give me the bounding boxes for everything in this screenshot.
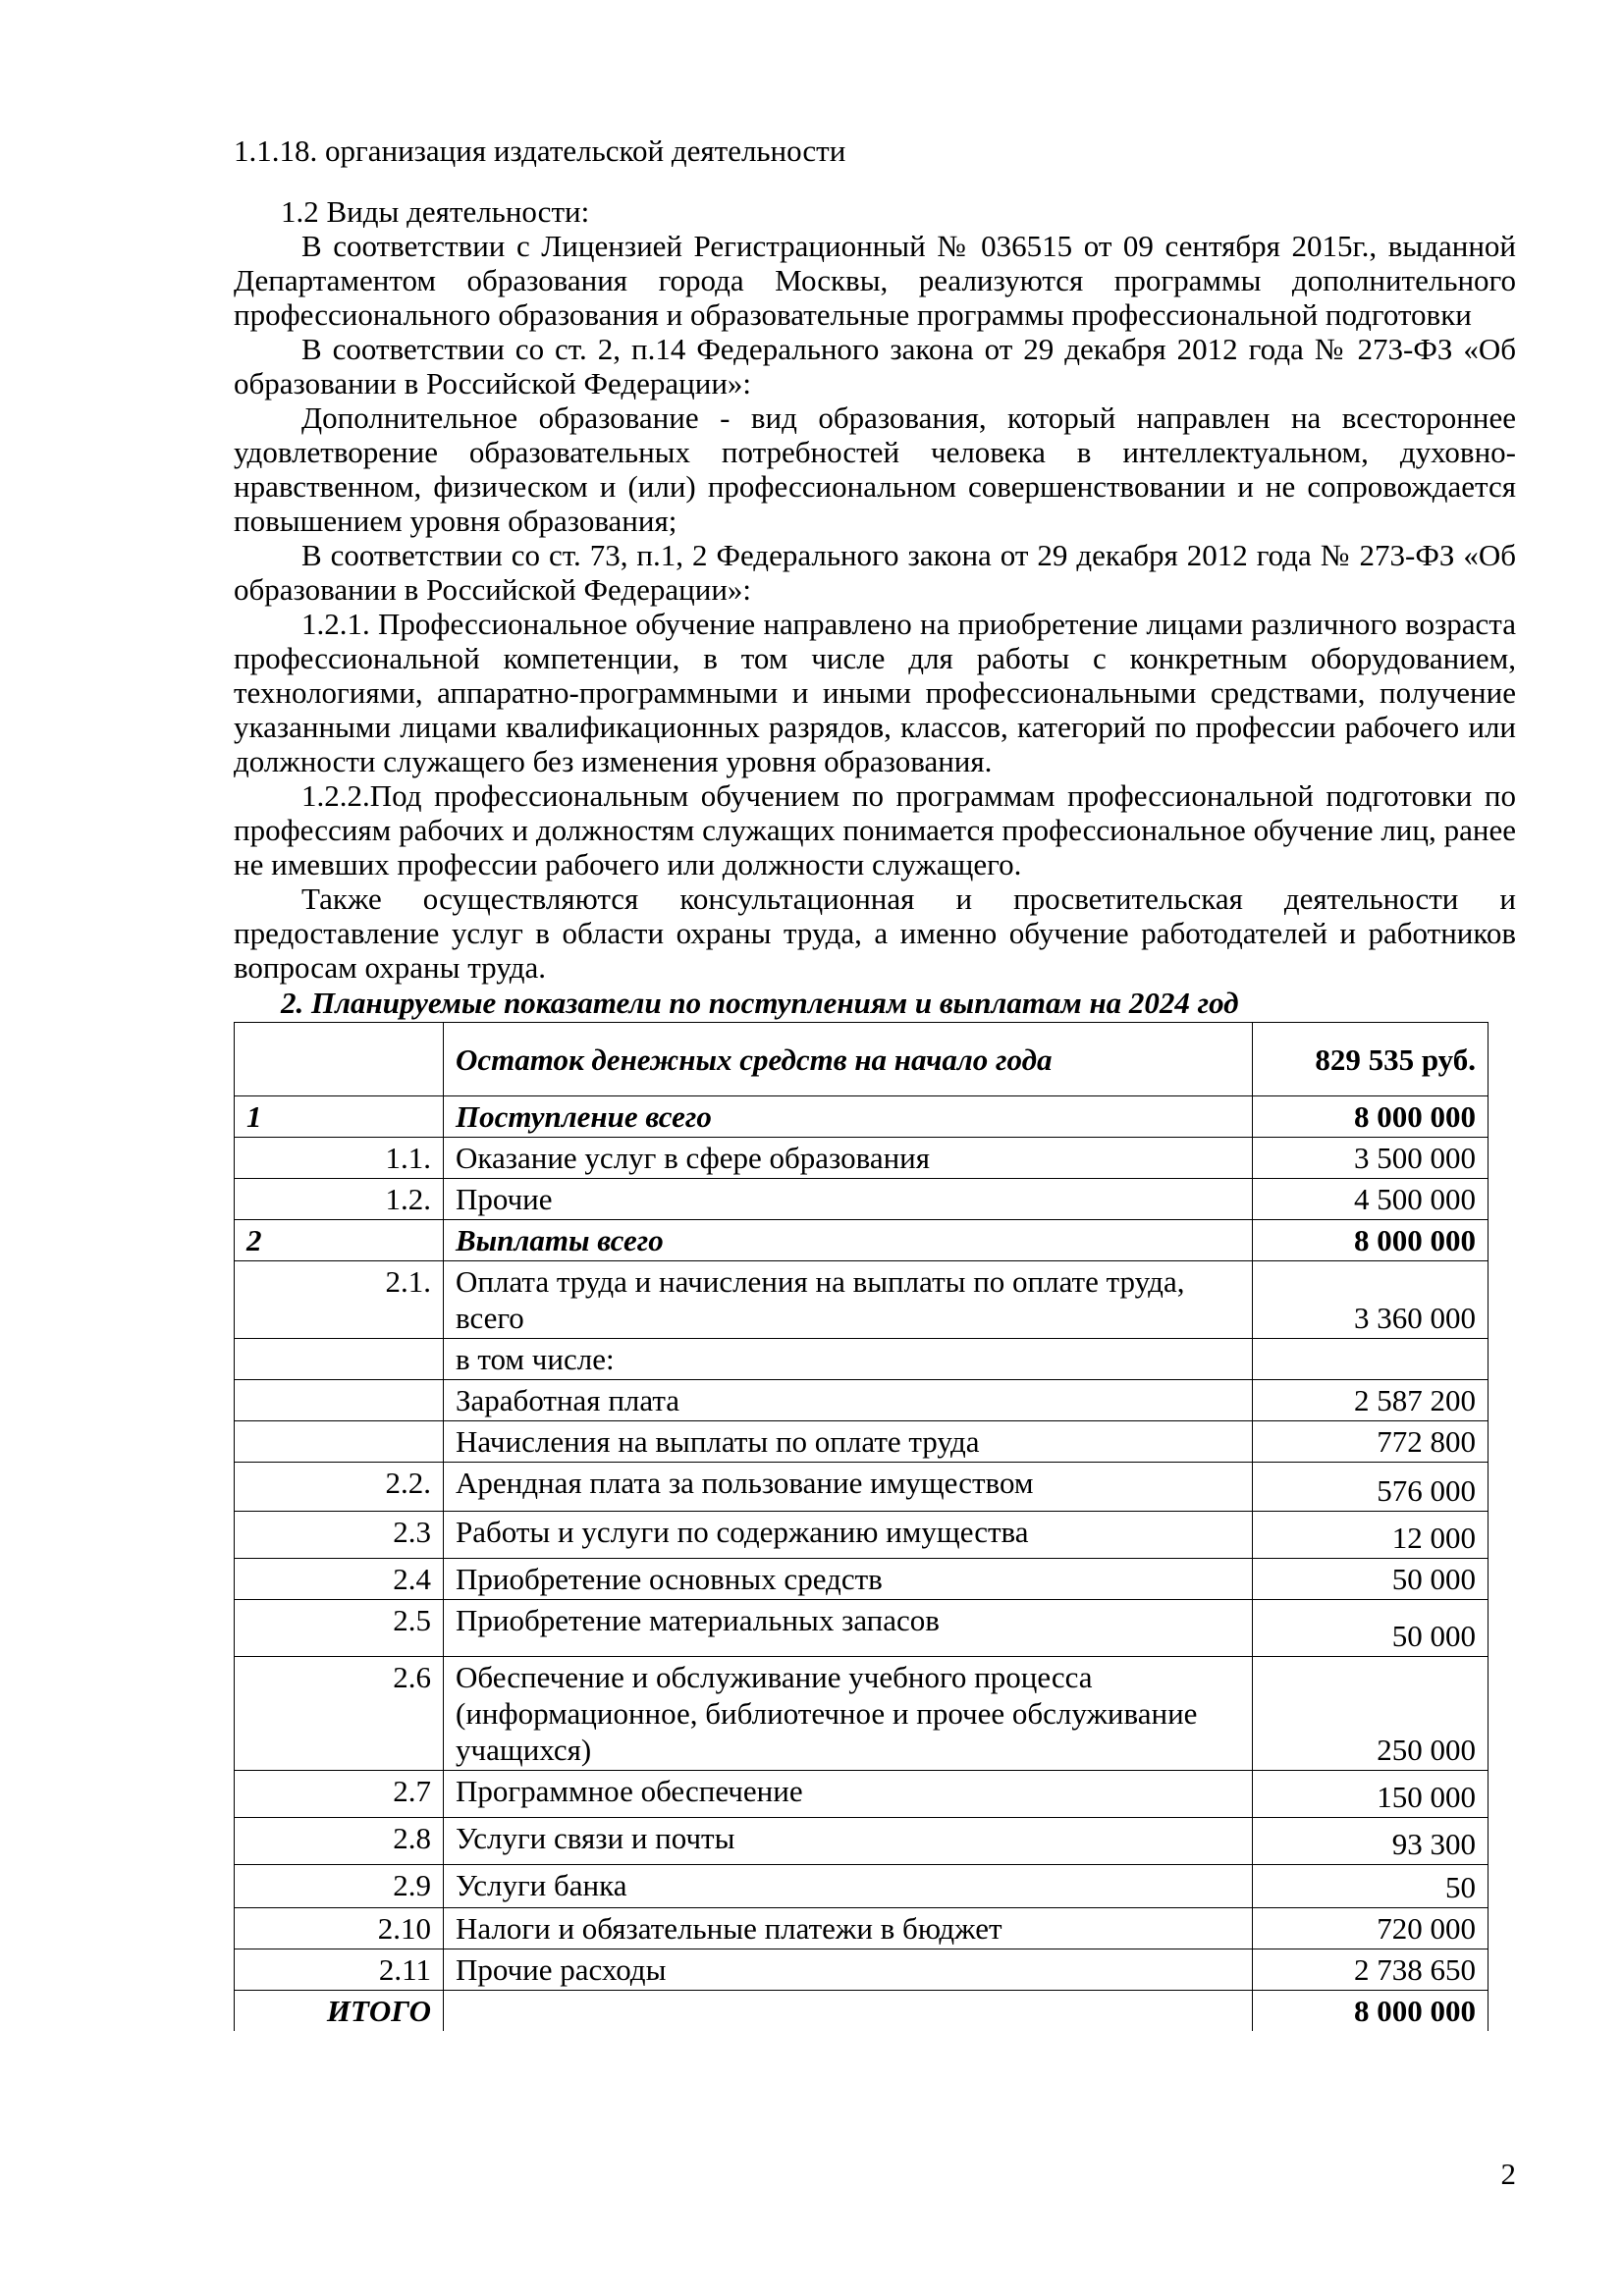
row-label: Оплата труда и начисления на выплаты по оплате труда, всего	[444, 1261, 1253, 1339]
section-title: 2. Планируемые показатели по поступлениям и выплатам на 2024 год	[281, 986, 1239, 1021]
row-value: 50 000	[1253, 1559, 1489, 1600]
row-label: Начисления на выплаты по оплате труда	[444, 1421, 1253, 1463]
row-label: Поступление всего	[444, 1096, 1253, 1138]
table-row	[235, 1818, 1489, 1865]
paragraph-additional-education: Дополнительное образование - вид образования, который направлен на всестороннее удовлетворение образовательных потребностей человека в интеллектуальном, духовно-нравственном, физическом и (или) профессиональном совершенствовании и не сопровождается повышением уровня образования;	[234, 400, 1516, 539]
row-label: Услуги банка	[444, 1865, 1253, 1908]
paragraph-1-2-heading: 1.2 Виды деятельности:	[281, 194, 590, 230]
table-row	[235, 1600, 1489, 1657]
row-num	[235, 1339, 444, 1380]
header-value-cell: 829 535 руб.	[1253, 1023, 1489, 1096]
table-row	[235, 1421, 1489, 1463]
header-label-cell: Остаток денежных средств на начало года	[444, 1023, 1253, 1096]
row-num: 2.5	[235, 1600, 444, 1657]
row-num: 2.7	[235, 1771, 444, 1818]
table-row	[235, 1657, 1489, 1771]
row-label: Программное обеспечение	[444, 1771, 1253, 1818]
row-num: 2.8	[235, 1818, 444, 1865]
row-value: 150 000	[1253, 1771, 1489, 1818]
paragraph-1-2-2: 1.2.2.Под профессиональным обучением по программам профессиональной подготовки по профессиям рабочих и должностям служащих понимается профессиональное обучение лиц, ранее не имевших профессии рабочего или должности служащего.	[234, 778, 1516, 882]
table-total-row	[235, 1991, 1489, 2032]
row-label: Заработная плата	[444, 1380, 1253, 1421]
row-value: 720 000	[1253, 1908, 1489, 1949]
paragraph-law-art2: В соответствии со ст. 2, п.14 Федерального закона от 29 декабря 2012 года № 273-ФЗ «Об образовании в Российской Федерации»:	[234, 332, 1516, 401]
row-value: 3 500 000	[1253, 1138, 1489, 1179]
row-value	[1253, 1339, 1489, 1380]
row-label: Прочие	[444, 1179, 1253, 1220]
row-value: 4 500 000	[1253, 1179, 1489, 1220]
budget-table	[234, 1022, 1489, 2031]
row-num	[235, 1380, 444, 1421]
row-value: 2 738 650	[1253, 1949, 1489, 1991]
row-num	[235, 1421, 444, 1463]
row-num: 1.2.	[235, 1179, 444, 1220]
table-row	[235, 1463, 1489, 1512]
row-label: Приобретение основных средств	[444, 1559, 1253, 1600]
row-num: 2.1.	[235, 1261, 444, 1339]
row-value: 50 000	[1253, 1600, 1489, 1657]
row-value: 12 000	[1253, 1512, 1489, 1559]
table-row	[235, 1261, 1489, 1339]
row-value: 2 587 200	[1253, 1380, 1489, 1421]
row-num: 2.2.	[235, 1463, 444, 1512]
table-row	[235, 1339, 1489, 1380]
paragraph-license: В соответствии с Лицензией Регистрационный № 036515 от 09 сентября 2015г., выданной Департаментом образования города Москвы, реализуются программы дополнительного профессионального образования и образовательные программы профессиональной подготовки	[234, 229, 1516, 333]
row-label: Выплаты всего	[444, 1220, 1253, 1261]
row-label: Обеспечение и обслуживание учебного процесса (информационное, библиотечное и прочее обслуживание учащихся)	[444, 1657, 1253, 1771]
row-label: Работы и услуги по содержанию имущества	[444, 1512, 1253, 1559]
row-num: 2.9	[235, 1865, 444, 1908]
row-num: 2.3	[235, 1512, 444, 1559]
row-value: 3 360 000	[1253, 1261, 1489, 1339]
row-num: 1	[235, 1096, 444, 1138]
table-row	[235, 1096, 1489, 1138]
row-num: 1.1.	[235, 1138, 444, 1179]
row-value: 8 000 000	[1253, 1096, 1489, 1138]
total-empty	[444, 1991, 1253, 2032]
header-num-cell	[235, 1023, 444, 1096]
page-number: 2	[1500, 2157, 1516, 2191]
paragraph-1-1-18: 1.1.18. организация издательской деятельности	[234, 133, 846, 168]
row-num: 2.11	[235, 1949, 444, 1991]
row-label: Налоги и обязательные платежи в бюджет	[444, 1908, 1253, 1949]
row-num: 2.4	[235, 1559, 444, 1600]
row-value: 576 000	[1253, 1463, 1489, 1512]
table-row	[235, 1138, 1489, 1179]
table-row	[235, 1512, 1489, 1559]
row-label: Приобретение материальных запасов	[444, 1600, 1253, 1657]
document-page	[234, 133, 1516, 2031]
table-row	[235, 1908, 1489, 1949]
row-label: в том числе:	[444, 1339, 1253, 1380]
table-row	[235, 1179, 1489, 1220]
paragraph-consulting: Также осуществляются консультационная и просветительская деятельности и предоставление услуг в области охраны труда, а именно обучение работодателей и работников вопросам охраны труда.	[234, 881, 1516, 986]
table-row	[235, 1949, 1489, 1991]
row-label: Услуги связи и почты	[444, 1818, 1253, 1865]
table-row	[235, 1220, 1489, 1261]
row-value: 250 000	[1253, 1657, 1489, 1771]
row-value: 772 800	[1253, 1421, 1489, 1463]
row-value: 50	[1253, 1865, 1489, 1908]
table-header-row	[235, 1023, 1489, 1096]
paragraph-1-2-1: 1.2.1. Профессиональное обучение направлено на приобретение лицами различного возраста профессиональной компетенции, в том числе для работы с конкретным оборудованием, технологиями, аппаратно-программными и иными профессиональными средствами, получение указанными лицами квалификационных разрядов, классов, категорий по профессии рабочего или должности служащего без изменения уровня образования.	[234, 607, 1516, 779]
table-row	[235, 1380, 1489, 1421]
row-value: 93 300	[1253, 1818, 1489, 1865]
row-label: Прочие расходы	[444, 1949, 1253, 1991]
paragraph-law-art73: В соответствии со ст. 73, п.1, 2 Федерального закона от 29 декабря 2012 года № 273-ФЗ «Об образовании в Российской Федерации»:	[234, 538, 1516, 608]
row-num: 2.6	[235, 1657, 444, 1771]
table-row	[235, 1865, 1489, 1908]
row-label: Арендная плата за пользование имуществом	[444, 1463, 1253, 1512]
row-num: 2.10	[235, 1908, 444, 1949]
row-num: 2	[235, 1220, 444, 1261]
total-value: 8 000 000	[1253, 1991, 1489, 2032]
table-row	[235, 1771, 1489, 1818]
table-row	[235, 1559, 1489, 1600]
row-label: Оказание услуг в сфере образования	[444, 1138, 1253, 1179]
total-label: ИТОГО	[235, 1991, 444, 2032]
row-value: 8 000 000	[1253, 1220, 1489, 1261]
